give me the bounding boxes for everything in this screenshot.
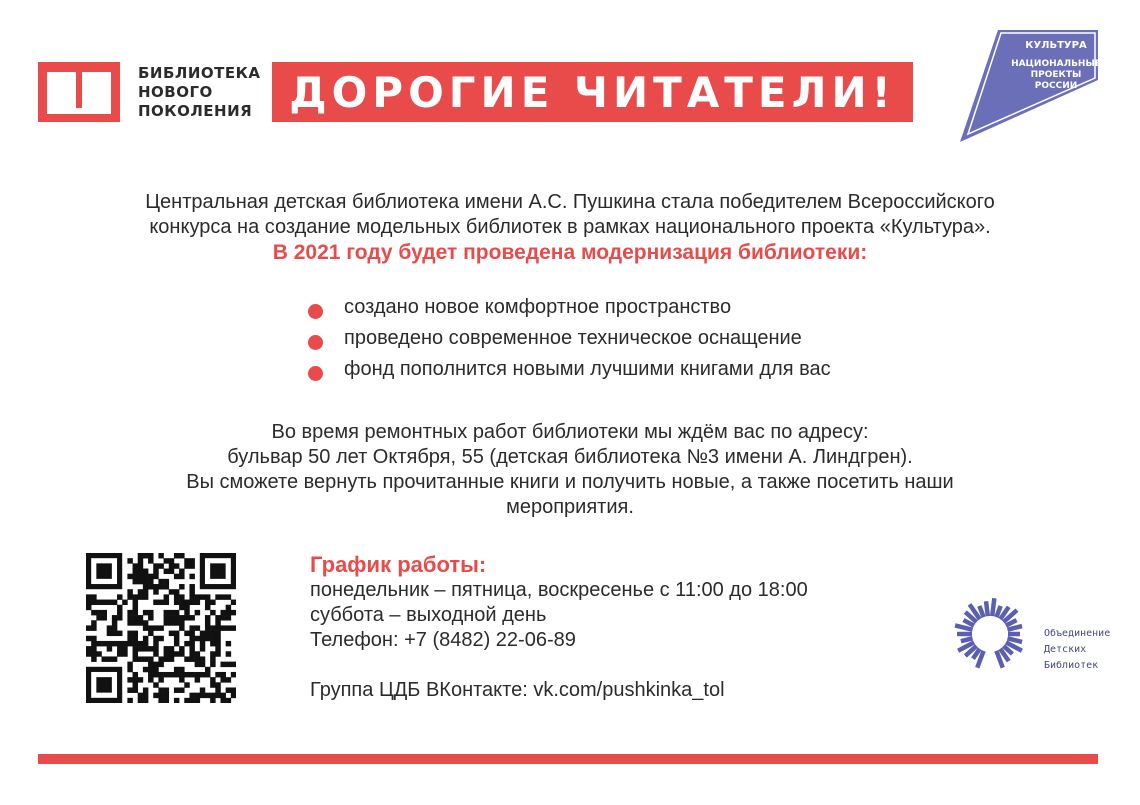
address-line: мероприятия.: [506, 496, 634, 518]
list-item-text: проведено современное техническое оснащение: [344, 327, 802, 349]
intro-text: [60, 190, 1080, 265]
bottom-bar: [38, 754, 1098, 764]
vk-group-link[interactable]: Группа ЦДБ ВКонтакте: vk.com/pushkinka_tol: [310, 679, 725, 701]
kultura-top: КУЛЬТУРА: [1025, 40, 1087, 51]
list-item: [308, 294, 831, 325]
odb-logo: [944, 598, 1111, 671]
bullet-icon: [308, 304, 323, 319]
book-icon: [38, 62, 120, 122]
address-line: Во время ремонтных работ библиотеки мы ждём вас по адресу:: [271, 421, 869, 443]
kultura-line: НАЦИОНАЛЬНЫЕ: [1011, 59, 1101, 69]
schedule-saturday: суббота – выходной день: [310, 604, 547, 626]
intro-line: Центральная детская библиотека имени А.С. Пушкина стала победителем Всероссийского: [145, 191, 995, 213]
odb-line: Библиотек: [1044, 660, 1099, 671]
library-logo: [38, 60, 278, 124]
kultura-line: РОССИИ: [1034, 81, 1078, 91]
list-item: [308, 356, 831, 387]
schedule-weekdays: понедельник – пятница, воскресенье с 11:00 до 18:00: [310, 579, 808, 601]
address-line: бульвар 50 лет Октября, 55 (детская библиотека №3 имени А. Линдгрен).: [227, 446, 913, 468]
odb-line: Детских: [1044, 644, 1087, 655]
intro-line: конкурса на создание модельных библиотек в рамках национального проекта «Культура».: [149, 216, 991, 238]
list-item-text: создано новое комфортное пространство: [344, 296, 732, 318]
schedule-block: [310, 552, 930, 703]
logo-line: НОВОГО: [138, 83, 213, 101]
phone-number: Телефон: +7 (8482) 22-06-89: [310, 629, 576, 651]
odb-line: Объединение: [1044, 628, 1111, 639]
kultura-line: ПРОЕКТЫ: [1030, 70, 1082, 80]
list-item: [308, 325, 831, 356]
qr-code[interactable]: [86, 553, 236, 703]
kultura-logo: [958, 26, 1103, 144]
library-logo-text: [138, 64, 278, 121]
list-item-text: фонд пополнится новыми лучшими книгами для вас: [344, 358, 831, 380]
spacer: [310, 653, 930, 678]
banner-title: ДОРОГИЕ ЧИТАТЕЛИ!: [272, 62, 913, 122]
features-list: [308, 294, 831, 387]
bullet-icon: [308, 366, 323, 381]
logo-line: ПОКОЛЕНИЯ: [138, 102, 253, 120]
schedule-title: График работы:: [310, 552, 487, 577]
address-line: Вы сможете вернуть прочитанные книги и получить новые, а также посетить наши: [186, 471, 954, 493]
address-text: [60, 420, 1080, 520]
logo-line: БИБЛИОТЕКА: [138, 64, 261, 82]
odb-logo-text: [1044, 626, 1110, 674]
bullet-icon: [308, 335, 323, 350]
intro-accent: В 2021 году будет проведена модернизация библиотеки:: [272, 241, 868, 264]
sunburst-icon: [944, 598, 1036, 670]
